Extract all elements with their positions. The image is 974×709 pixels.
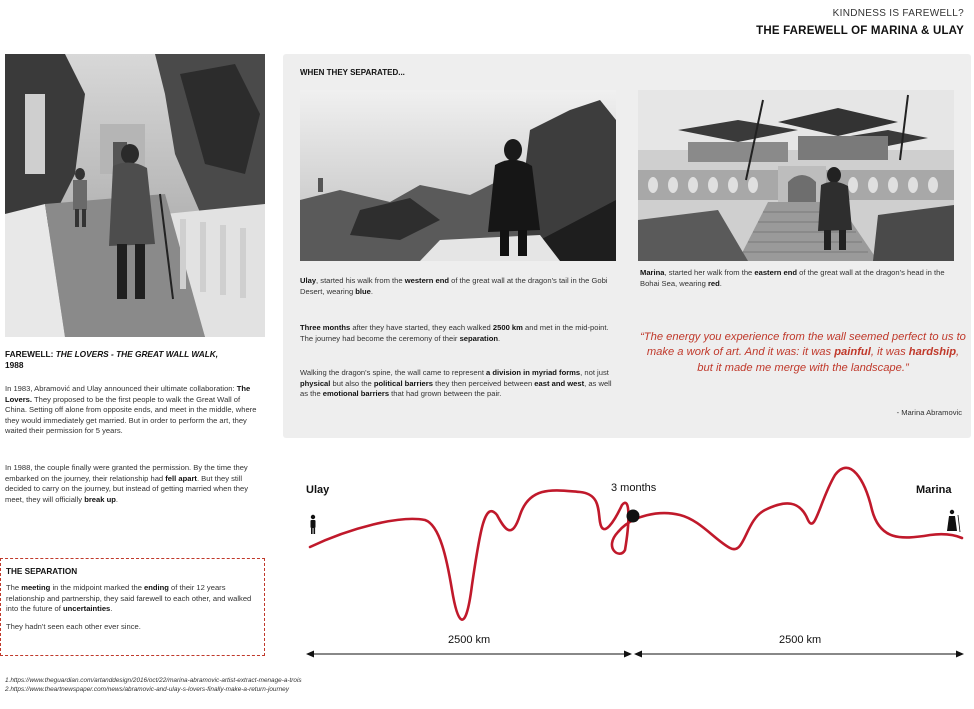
distance-arrows <box>306 651 964 658</box>
reference-link[interactable]: 2.https://www.theartnewspaper.com/news/abramovic-and-ulay-s-lovers-finally-make-a-return-journey <box>5 686 289 693</box>
journey-label-marina: Marina <box>916 484 952 496</box>
separation-paragraph: The meeting in the midpoint marked the ending of their 12 years relationship and partnership, they said farewell to each other, and walked into the future of uncertainties. <box>6 583 252 614</box>
marina-figure-icon <box>947 510 960 532</box>
ulay-figure-icon <box>311 515 316 534</box>
reference-link[interactable]: 1.https://www.theguardian.com/artanddesign/2016/oct/22/marina-abramovic-artist-extract-menage-a-trois <box>5 677 302 684</box>
page-title: THE FAREWELL OF MARINA & ULAY <box>756 25 964 37</box>
permission-paragraph: In 1988, the couple finally were granted the permission. By the time they embarked on the journey, their relationship had fell apart. But they still decided to carry on the journey, but instead of getting married when they meet, they will officially break up. <box>5 463 249 504</box>
journey-label-ulay: Ulay <box>306 484 330 496</box>
distance-label-left: 2500 km <box>448 634 491 646</box>
quote-attribution: - Marina Abramovic <box>896 408 962 417</box>
panel-title: WHEN THEY SEPARATED... <box>300 68 405 77</box>
separation-title: THE SEPARATION <box>6 567 78 576</box>
intro-paragraph: In 1983, Abramović and Ulay announced their ultimate collaboration: The Lovers. They proposed to be the first people to walk the Great Wall of China. Setting off alone from opposite ends, and meet in the middle, where they would immediately get married. But in order to perform the art, they waited their permission for 5 years. <box>5 384 257 436</box>
marina-quote: “The energy you experience from the wall seemed perfect to us to make a work of art. And it was: it was painful, it was hardship, but it made me merge with the landscape.” <box>640 331 966 374</box>
marina-caption: Marina, started her walk from the eastern end of the great wall at the dragon's head in the Bohai Sea, wearing red. <box>640 268 945 288</box>
spine-caption: Walking the dragon's spine, the wall came to represent a division in myriad forms, not just physical but also the political barriers they then perceived between east and west, as well as the emotional barriers that had grown between the pair. <box>300 368 612 398</box>
section-heading: FAREWELL: THE LOVERS - THE GREAT WALL WALK, 1988 <box>5 349 219 370</box>
header-kicker: KINDNESS IS FAREWELL? <box>832 8 964 19</box>
separation-closing: They hadn't seen each other ever since. <box>6 621 141 631</box>
midpoint-caption: Three months after they have started, they each walked 2500 km and met in the mid-point. The journey had become the ceremony of their separation. <box>300 323 609 343</box>
midpoint-marker <box>627 510 640 523</box>
distance-label-right: 2500 km <box>779 634 822 646</box>
references <box>5 676 302 694</box>
ulay-caption: Ulay, started his walk from the western end of the great wall at the dragon's tail in the Gobi Desert, wearing blue. <box>300 276 608 296</box>
journey-label-midpoint: 3 months <box>611 482 657 494</box>
